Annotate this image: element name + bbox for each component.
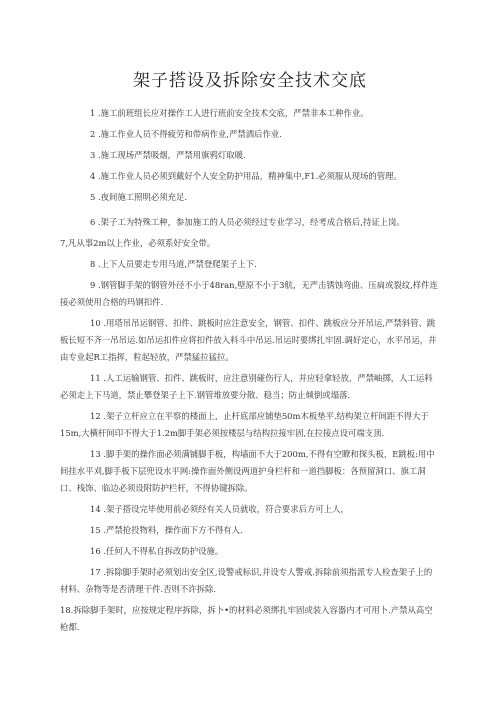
list-item: 17 .拆除脚手架时必须划出安全区,设警戒标识,并设专人警戒.拆除前须指派专人检查架子上的材料、杂物等是否清理干件.否则不许拆除.	[60, 567, 433, 594]
list-item: 7,凡从事2m以上作业，必须系好安全带。	[60, 238, 216, 248]
list-item: 14 .架子搭设完毕使用前必须经有关人员就收，符合要求后方可上人，	[90, 504, 349, 514]
list-item: 12 .架子立杆应立在平察的楼面上，止杆底部应铺垫50m木板垫平.结构架立杆间距不得大于15m,大横杆间印不得大于1.2m脚手架必须按楼层与结构拉接牢固,在拉接点设可端支顶.	[60, 411, 429, 438]
list-item: 15 .严禁抢投物料，操作面下方不得有人.	[90, 525, 243, 535]
list-item: 5 .夜间施工照明必须充足.	[90, 192, 188, 202]
list-item: 13 .脚手架的操作面必须满铺脚手板，构墙面不大于200m,不得有空瞭和探头板，E跳板:用中间挂水平刈,脚手板下层兜设水平网:操作面外侧设两道护身栏杆和一道挡脚板：各预留洞口、旗工洞口、栈饰、临边必须设附防护栏杆，不得协键拆除。	[60, 449, 435, 493]
list-item: 6 .架子工为特殊工种，参加施工的人员必须经过专业学习，经考成合格后,持证上岗。	[90, 217, 405, 227]
list-item: 10 .用塔吊吊运钢管、扣件、跳板时应注意安全，钢管、扣件、跳板应分开吊运,严禁斜管、跳板长短不齐一吊吊运.如吊运扣件应将扣件放入料斗中吊运.吊运时要绑扎牢固.调好定心，水平吊运，并由专业起R工指挥，粒起轻放，严禁猛拉猛拉。	[60, 318, 437, 362]
list-item: 4 .施工作业人员必须到戴好个人安全防护用品，精神集中,F1.必须服从现场的管理。	[90, 171, 402, 181]
document-title: 架子搭设及拆除安全技术交底	[133, 71, 367, 91]
list-item: 2 .施工作业人员不得疲劳和带病作业,严禁酒后作业.	[90, 129, 282, 139]
list-item: 11 .人工运输钢管、扣件、跳板时，应注意别碰伤行人，并应轻拿轻放，严禁岫掷，人工运料必须走上下马道，禁止攀登架子上下.钢管堆放要分散、稳当；防止倾倒或塌落.	[60, 373, 433, 400]
list-item: 16 .任何人不得私自拆改防护设施。	[90, 546, 224, 556]
item-list	[60, 105, 440, 636]
list-item: 1 .施工前班组长应对操作工人进行班前安全技术交底，严禁非本工种作业。	[90, 108, 369, 118]
list-item: 18.拆除脚手架时，应按规定程序拆除，拆卜•的材料必须绑扎牢固或装入容器内才可用卜.产禁从高空枪都.	[60, 605, 433, 632]
list-item: 9 .钢管脚手架的钢管外径不小于48ran,壁原不小于3航，无严击锈蚀弯曲、压扁或裂纹,样件连接必须使用合格的玛钢扣件.	[60, 280, 438, 307]
list-item: 3 .施工现场严禁吸烟，严禁用旗鸦灯取暖.	[90, 150, 246, 160]
list-item: 8 .上下人员要走专用马道,严禁登爬架子上下.	[90, 259, 257, 269]
